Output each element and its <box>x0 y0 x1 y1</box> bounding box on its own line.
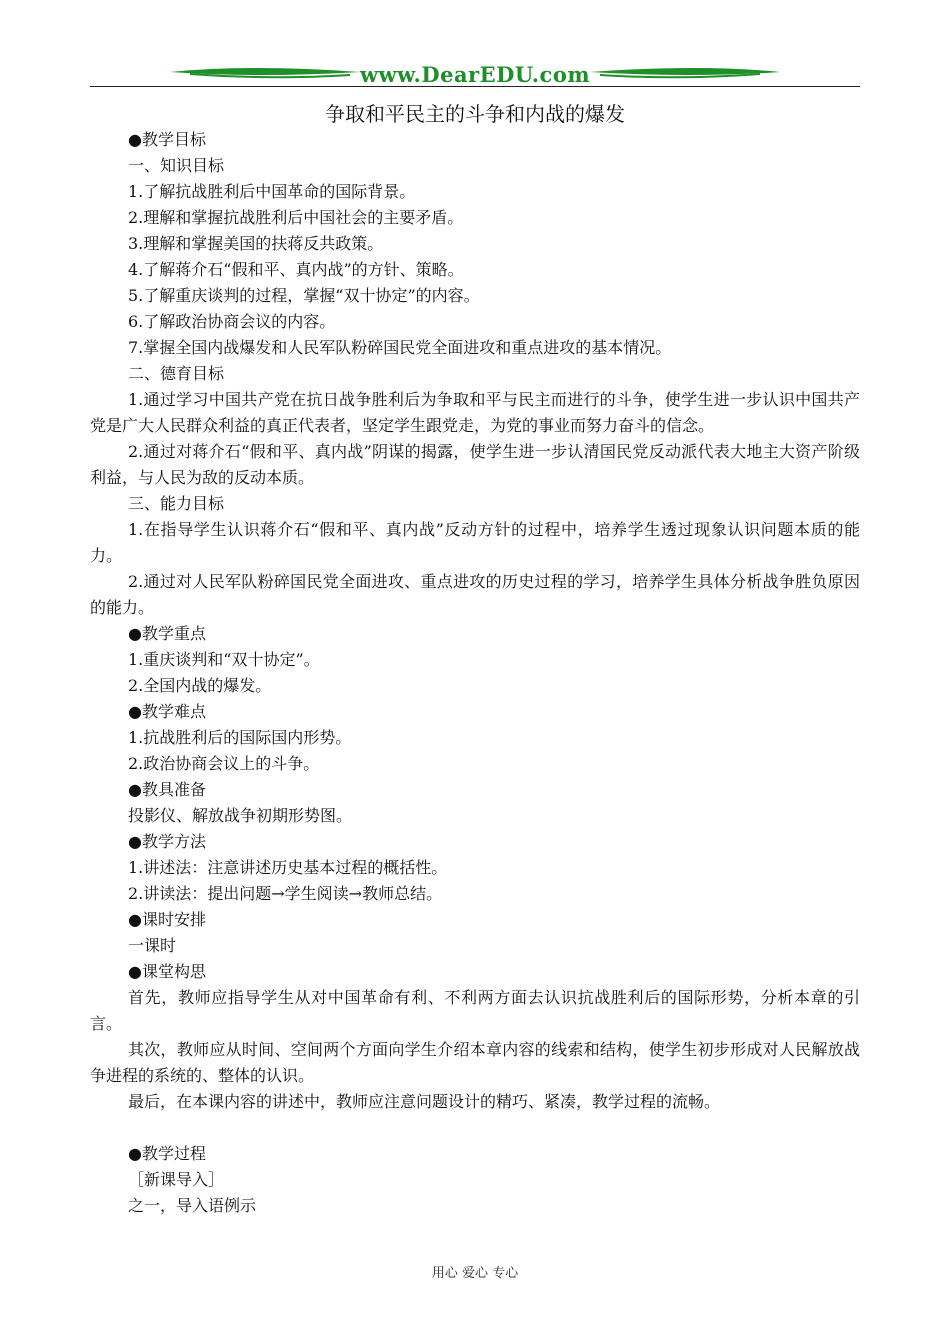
list-item: 7.掌握全国内战爆发和人民军队粉碎国民党全面进攻和重点进攻的基本情况。 <box>128 338 672 357</box>
subsection-heading: 三、能力目标 <box>128 494 225 513</box>
paragraph: 1.通过学习中国共产党在抗日战争胜利后为争取和平与民主而进行的斗争，使学生进一步认识中国共产党是广大人民群众利益的真正代表者，坚定学生跟党走，为党的事业而努力奋斗的信念。 <box>90 390 860 435</box>
list-item: 2.理解和掌握抗战胜利后中国社会的主要矛盾。 <box>128 208 464 227</box>
list-item: 4.了解蒋介石“假和平、真内战”的方针、策略。 <box>128 260 464 279</box>
list-item: 1.了解抗战胜利后中国革命的国际背景。 <box>128 182 416 201</box>
paragraph: 最后，在本课内容的讲述中，教师应注意问题设计的精巧、紧凑，教学过程的流畅。 <box>128 1092 721 1111</box>
paragraph: 2.通过对蒋介石“假和平、真内战”阴谋的揭露，使学生进一步认清国民党反动派代表大地主大资产阶级利益，与人民为敌的反动本质。 <box>90 442 860 487</box>
paragraph: 首先，教师应指导学生从对中国革命有利、不利两方面去认识抗战胜利后的国际形势，分析本章的引言。 <box>90 988 860 1033</box>
section-heading: ●教学目标 <box>128 130 206 149</box>
site-logo: www.DearEDU.com <box>359 62 591 87</box>
list-item: 2.全国内战的爆发。 <box>128 676 272 695</box>
list-item: 之一，导入语例示 <box>128 1196 257 1215</box>
list-item: 1.重庆谈判和“双十协定”。 <box>128 650 320 669</box>
list-item: 投影仪、解放战争初期形势图。 <box>128 806 353 825</box>
site-header <box>90 58 860 98</box>
list-item: 6.了解政治协商会议的内容。 <box>128 312 336 331</box>
section-heading: ●教具准备 <box>128 780 206 799</box>
list-item: 一课时 <box>128 936 177 955</box>
paragraph: 1.在指导学生认识蒋介石“假和平、真内战”反动方针的过程中，培养学生透过现象认识问题本质的能力。 <box>90 520 860 565</box>
page-title: 争取和平民主的斗争和内战的爆发 <box>325 102 625 126</box>
blank-line <box>90 1115 860 1141</box>
paragraph: 2.通过对人民军队粉碎国民党全面进攻、重点进攻的历史过程的学习，培养学生具体分析战争胜负原因的能力。 <box>90 572 860 617</box>
paragraph: 其次，教师应从时间、空间两个方面向学生介绍本章内容的线索和结构，使学生初步形成对人民解放战争进程的系统的、整体的认识。 <box>90 1040 860 1085</box>
subsection-heading: ［新课导入］ <box>128 1170 225 1189</box>
section-heading: ●教学重点 <box>128 624 206 643</box>
section-heading: ●课堂构思 <box>128 962 206 981</box>
list-item: 1.抗战胜利后的国际国内形势。 <box>128 728 352 747</box>
list-item: 1.讲述法：注意讲述历史基本过程的概括性。 <box>128 858 448 877</box>
header-divider <box>90 86 860 87</box>
document-body <box>90 127 860 1219</box>
list-item: 2.政治协商会议上的斗争。 <box>128 754 320 773</box>
page-footer: 用心 爱心 专心 <box>431 1266 519 1281</box>
section-heading: ●课时安排 <box>128 910 206 929</box>
subsection-heading: 一、知识目标 <box>128 156 225 175</box>
section-heading: ●教学难点 <box>128 702 206 721</box>
list-item: 5.了解重庆谈判的过程，掌握“双十协定”的内容。 <box>128 286 480 305</box>
list-item: 3.理解和掌握美国的扶蒋反共政策。 <box>128 234 384 253</box>
section-heading: ●教学过程 <box>128 1144 206 1163</box>
section-heading: ●教学方法 <box>128 832 206 851</box>
list-item: 2.讲读法：提出问题→学生阅读→教师总结。 <box>128 884 443 903</box>
subsection-heading: 二、德育目标 <box>128 364 225 383</box>
